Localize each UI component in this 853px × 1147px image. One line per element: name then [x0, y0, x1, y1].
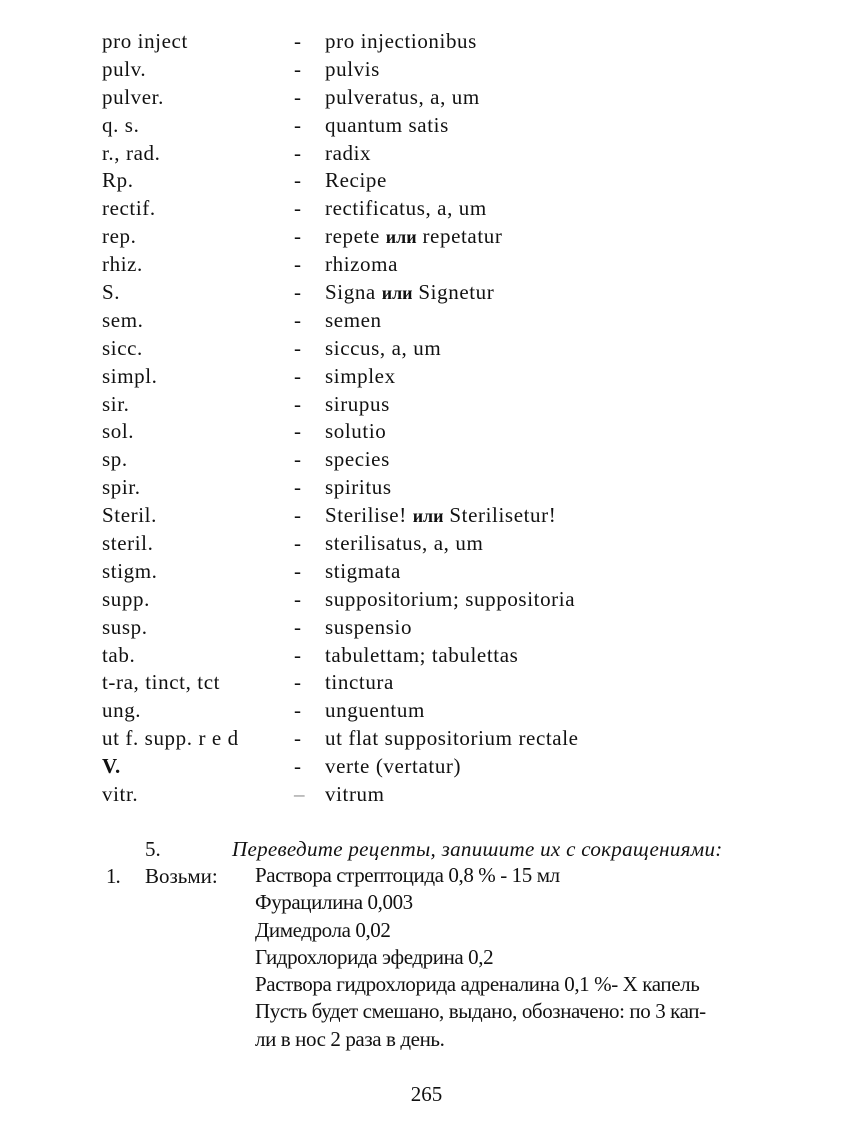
- abbreviation-meaning: simplex: [325, 363, 396, 388]
- abbreviation-row: [0, 223, 853, 251]
- abbreviation-row: [0, 195, 853, 223]
- abbreviation-dash: -: [294, 419, 301, 444]
- abbreviation-term: simpl.: [102, 363, 158, 388]
- abbreviation-meaning: spiritus: [325, 475, 392, 500]
- prescription-line: ли в нос 2 раза в день.: [255, 1026, 445, 1051]
- abbreviation-dash: -: [294, 252, 301, 277]
- abbreviation-dash: -: [294, 196, 301, 221]
- abbreviation-row: [0, 753, 853, 781]
- abbreviation-meaning: sterilisatus, a, um: [325, 531, 484, 556]
- abbreviation-meaning: suspensio: [325, 614, 413, 639]
- abbreviation-row: [0, 167, 853, 195]
- abbreviation-dash: -: [294, 29, 301, 53]
- abbreviation-row: [0, 140, 853, 168]
- abbreviation-term: q. s.: [102, 112, 140, 137]
- abbreviation-dash: -: [294, 391, 301, 416]
- abbreviation-dash: -: [294, 586, 301, 611]
- abbreviation-term: t-ra, tinct, tct: [102, 670, 221, 695]
- abbreviation-term: vitr.: [102, 782, 139, 807]
- abbreviation-meaning: pulvis: [325, 56, 380, 81]
- abbreviation-row: [0, 558, 853, 586]
- abbreviation-term: S.: [102, 280, 121, 305]
- abbreviation-row: [0, 614, 853, 642]
- abbreviation-term: pulv.: [102, 56, 147, 81]
- abbreviation-meaning: siccus, a, um: [325, 335, 442, 360]
- abbreviation-dash: -: [294, 280, 301, 305]
- prescription-line: Раствора стрептоцида 0,8 % - 15 мл: [255, 863, 560, 887]
- abbreviation-row: [0, 28, 853, 56]
- abbreviation-dash: -: [294, 56, 301, 81]
- conjunction: или: [385, 227, 417, 248]
- meaning-part: Sterilisetur!: [449, 503, 557, 528]
- abbreviation-dash: -: [294, 168, 301, 193]
- abbreviation-meaning: sirupus: [325, 391, 390, 416]
- prescription-line: Пусть будет смешано, выдано, обозначено: по 3 кап-: [255, 999, 706, 1024]
- meaning-part: Signa: [325, 280, 376, 305]
- abbreviation-meaning: solutio: [325, 419, 387, 444]
- abbreviation-dash: -: [294, 531, 301, 556]
- prescription-line: Димедрола 0,02: [255, 917, 391, 942]
- abbreviation-dash: -: [294, 503, 301, 528]
- abbreviation-meaning: quantum satis: [325, 112, 449, 137]
- abbreviation-term: ut f. supp. r e d: [102, 726, 239, 751]
- abbreviation-row: [0, 725, 853, 753]
- abbreviation-row: [0, 530, 853, 558]
- abbreviation-dash: -: [294, 84, 301, 109]
- meaning-part: repete: [325, 224, 380, 249]
- prescription-line: Гидрохлорида эфедрина 0,2: [255, 944, 494, 969]
- abbreviation-dash: -: [294, 475, 301, 500]
- abbreviation-row: [0, 669, 853, 697]
- abbreviation-meaning: [325, 279, 494, 308]
- abbreviation-term: sicc.: [102, 335, 143, 360]
- abbreviation-meaning: pro injectionibus: [325, 29, 477, 53]
- abbreviation-row: [0, 446, 853, 474]
- abbreviation-dash: -: [294, 307, 301, 332]
- abbreviation-row: [0, 307, 853, 335]
- abbreviation-term: rectif.: [102, 196, 156, 221]
- abbreviation-meaning: unguentum: [325, 698, 425, 723]
- abbreviation-row: [0, 781, 853, 809]
- abbreviation-dash: -: [294, 363, 301, 388]
- abbreviation-row: [0, 112, 853, 140]
- abbreviation-dash: –: [294, 782, 305, 807]
- abbreviation-meaning: suppositorium; suppositoria: [325, 586, 576, 611]
- exercise-number: 5.: [145, 837, 161, 861]
- abbreviation-meaning: tabulettam; tabulettas: [325, 642, 519, 667]
- abbreviation-meaning: verte (vertatur): [325, 754, 462, 779]
- abbreviation-row: [0, 335, 853, 363]
- abbreviation-row: [0, 502, 853, 530]
- abbreviation-dash: -: [294, 112, 301, 137]
- abbreviation-meaning: semen: [325, 307, 382, 332]
- meaning-part: Sterilise!: [325, 503, 407, 528]
- conjunction: или: [412, 506, 444, 527]
- abbreviation-dash: -: [294, 558, 301, 583]
- abbreviation-row: [0, 418, 853, 446]
- meaning-part: repetatur: [422, 224, 503, 249]
- abbreviation-term: steril.: [102, 531, 154, 556]
- abbreviation-dash: -: [294, 335, 301, 360]
- abbreviation-row: [0, 391, 853, 419]
- abbreviation-term: pulver.: [102, 84, 164, 109]
- abbreviation-row: [0, 586, 853, 614]
- prescription-line: Фурацилина 0,003: [255, 890, 413, 915]
- abbreviation-dash: -: [294, 642, 301, 667]
- conjunction: или: [381, 283, 413, 304]
- abbreviation-term: sol.: [102, 419, 135, 444]
- abbreviation-term: sem.: [102, 307, 144, 332]
- abbreviation-list: [0, 28, 853, 809]
- abbreviation-meaning: [325, 223, 502, 252]
- abbreviation-term: r., rad.: [102, 140, 161, 165]
- abbreviation-meaning: [325, 502, 556, 531]
- abbreviation-term: rep.: [102, 224, 137, 249]
- abbreviation-dash: -: [294, 670, 301, 695]
- abbreviation-row: [0, 84, 853, 112]
- abbreviation-row: [0, 279, 853, 307]
- abbreviation-term: V.: [102, 754, 121, 779]
- abbreviation-row: [0, 363, 853, 391]
- abbreviation-term: sir.: [102, 391, 130, 416]
- abbreviation-dash: -: [294, 140, 301, 165]
- abbreviation-term: rhiz.: [102, 252, 143, 277]
- abbreviation-dash: -: [294, 224, 301, 249]
- abbreviation-term: supp.: [102, 586, 150, 611]
- abbreviation-meaning: vitrum: [325, 782, 385, 807]
- prescription-label: Возьми:: [145, 864, 218, 888]
- abbreviation-row: [0, 642, 853, 670]
- abbreviation-dash: -: [294, 754, 301, 779]
- prescription-lines: [255, 862, 775, 1053]
- abbreviation-row: [0, 697, 853, 725]
- abbreviation-meaning: stigmata: [325, 558, 401, 583]
- abbreviation-meaning: species: [325, 447, 390, 472]
- abbreviation-term: stigm.: [102, 558, 158, 583]
- abbreviation-meaning: pulveratus, a, um: [325, 84, 480, 109]
- abbreviation-meaning: ut flat suppositorium rectale: [325, 726, 579, 751]
- abbreviation-term: susp.: [102, 614, 148, 639]
- abbreviation-term: ung.: [102, 698, 142, 723]
- abbreviation-meaning: rectificatus, a, um: [325, 196, 487, 221]
- exercise-title: Переведите рецепты, запишите их с сокращениями:: [232, 837, 723, 861]
- abbreviation-term: sp.: [102, 447, 128, 472]
- exercise-header: [0, 834, 853, 864]
- abbreviation-meaning: Recipe: [325, 168, 387, 193]
- abbreviation-term: tab.: [102, 642, 136, 667]
- abbreviation-dash: -: [294, 614, 301, 639]
- abbreviation-row: [0, 251, 853, 279]
- abbreviation-row: [0, 474, 853, 502]
- abbreviation-term: Steril.: [102, 503, 157, 528]
- abbreviation-term: pro inject: [102, 29, 188, 53]
- abbreviation-row: [0, 56, 853, 84]
- abbreviation-meaning: tinctura: [325, 670, 394, 695]
- abbreviation-dash: -: [294, 726, 301, 751]
- abbreviation-dash: -: [294, 698, 301, 723]
- prescription-line: Раствора гидрохлорида адреналина 0,1 %- X капель: [255, 972, 700, 997]
- abbreviation-term: Rp.: [102, 168, 134, 193]
- abbreviation-meaning: rhizoma: [325, 252, 399, 277]
- meaning-part: Signetur: [418, 280, 495, 305]
- abbreviation-term: spir.: [102, 475, 141, 500]
- prescription-number: 1.: [106, 864, 120, 888]
- abbreviation-dash: -: [294, 447, 301, 472]
- abbreviation-meaning: radix: [325, 140, 372, 165]
- page-number: 265: [410, 1082, 443, 1106]
